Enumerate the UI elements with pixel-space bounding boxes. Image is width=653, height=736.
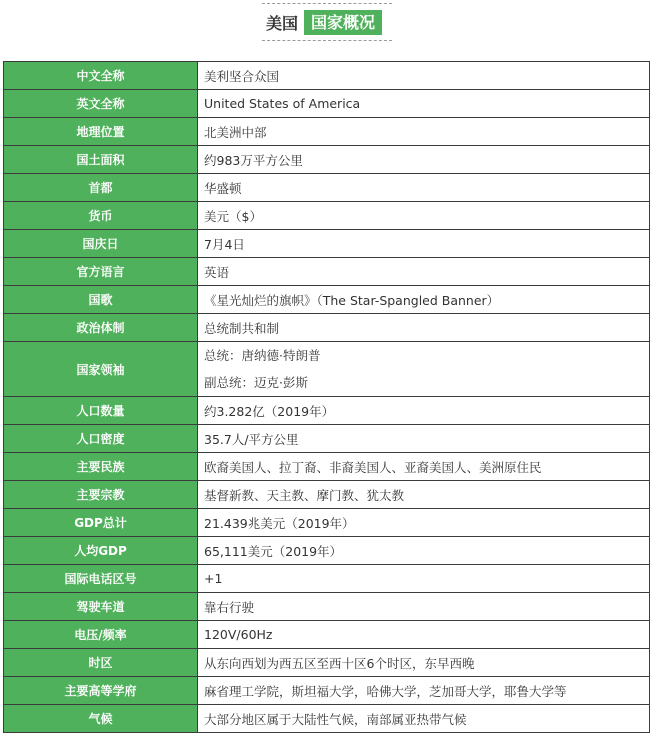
row-ethnic-groups (4, 453, 650, 481)
row-location (4, 118, 650, 146)
row-value: 靠右行驶 (198, 593, 650, 621)
row-value: 大部分地区属于大陆性气候，南部属亚热带气候 (198, 705, 650, 733)
row-label: 首都 (4, 174, 198, 202)
row-religions (4, 481, 650, 509)
row-label: 主要宗教 (4, 481, 198, 509)
row-value: 总统制共和制 (198, 314, 650, 342)
country-name: 美国 (266, 13, 299, 33)
row-value: 美利坚合众国 (198, 62, 650, 90)
row-area (4, 146, 650, 174)
row-currency (4, 202, 650, 230)
row-label: 人口密度 (4, 425, 198, 453)
row-universities (4, 677, 650, 705)
country-info-table (3, 61, 650, 733)
row-label: 货币 (4, 202, 198, 230)
row-political-system (4, 314, 650, 342)
row-value: 35.7人/平方公里 (198, 425, 650, 453)
row-label: 电压/频率 (4, 621, 198, 649)
row-label: 国庆日 (4, 230, 198, 258)
row-official-language (4, 258, 650, 286)
row-value: 英语 (198, 258, 650, 286)
row-anthem (4, 286, 650, 314)
row-value: 约3.282亿（2019年） (198, 397, 650, 425)
row-label: 时区 (4, 649, 198, 677)
row-climate (4, 705, 650, 733)
row-population-density (4, 425, 650, 453)
row-value: United States of America (198, 90, 650, 118)
row-value: 北美洲中部 (198, 118, 650, 146)
row-value: 7月4日 (198, 230, 650, 258)
row-label: 国土面积 (4, 146, 198, 174)
president-line: 总统：唐纳德·特朗普 (204, 348, 321, 363)
row-leaders (4, 342, 650, 397)
row-label: 英文全称 (4, 90, 198, 118)
row-label: 驾驶车道 (4, 593, 198, 621)
row-value: 美元（$） (198, 202, 650, 230)
row-label: 主要民族 (4, 453, 198, 481)
row-value: 65,111美元（2019年） (198, 537, 650, 565)
row-chinese-full-name (4, 62, 650, 90)
row-value: 120V/60Hz (198, 621, 650, 649)
page-header (262, 3, 392, 41)
row-national-day (4, 230, 650, 258)
row-value: 华盛顿 (198, 174, 650, 202)
row-value: +1 (198, 565, 650, 593)
row-value: 从东向西划为西五区至西十区6个时区，东早西晚 (198, 649, 650, 677)
row-label: GDP总计 (4, 509, 198, 537)
row-label: 地理位置 (4, 118, 198, 146)
row-label: 国歌 (4, 286, 198, 314)
row-value: 麻省理工学院，斯坦福大学，哈佛大学，芝加哥大学，耶鲁大学等 (198, 677, 650, 705)
row-label: 政治体制 (4, 314, 198, 342)
row-label: 气候 (4, 705, 198, 733)
row-gdp-total (4, 509, 650, 537)
row-label: 官方语言 (4, 258, 198, 286)
row-value: 欧裔美国人、拉丁裔、非裔美国人、亚裔美国人、美洲原住民 (198, 453, 650, 481)
row-voltage-frequency (4, 621, 650, 649)
row-value: 约983万平方公里 (198, 146, 650, 174)
row-gdp-per-capita (4, 537, 650, 565)
row-label: 国际电话区号 (4, 565, 198, 593)
row-label: 主要高等学府 (4, 677, 198, 705)
row-driving-side (4, 593, 650, 621)
row-timezone (4, 649, 650, 677)
row-label: 人均GDP (4, 537, 198, 565)
page-title: 国家概况 (304, 10, 382, 35)
vice-president-line: 副总统：迈克·彭斯 (204, 375, 308, 390)
row-value: 《星光灿烂的旗帜》（The Star-Spangled Banner） (198, 286, 650, 314)
row-calling-code (4, 565, 650, 593)
row-label: 中文全称 (4, 62, 198, 90)
row-label: 人口数量 (4, 397, 198, 425)
row-value (198, 342, 650, 397)
row-label: 国家领袖 (4, 342, 198, 397)
row-value: 基督新教、天主教、摩门教、犹太教 (198, 481, 650, 509)
row-capital (4, 174, 650, 202)
row-population (4, 397, 650, 425)
row-english-full-name (4, 90, 650, 118)
row-value: 21.439兆美元（2019年） (198, 509, 650, 537)
